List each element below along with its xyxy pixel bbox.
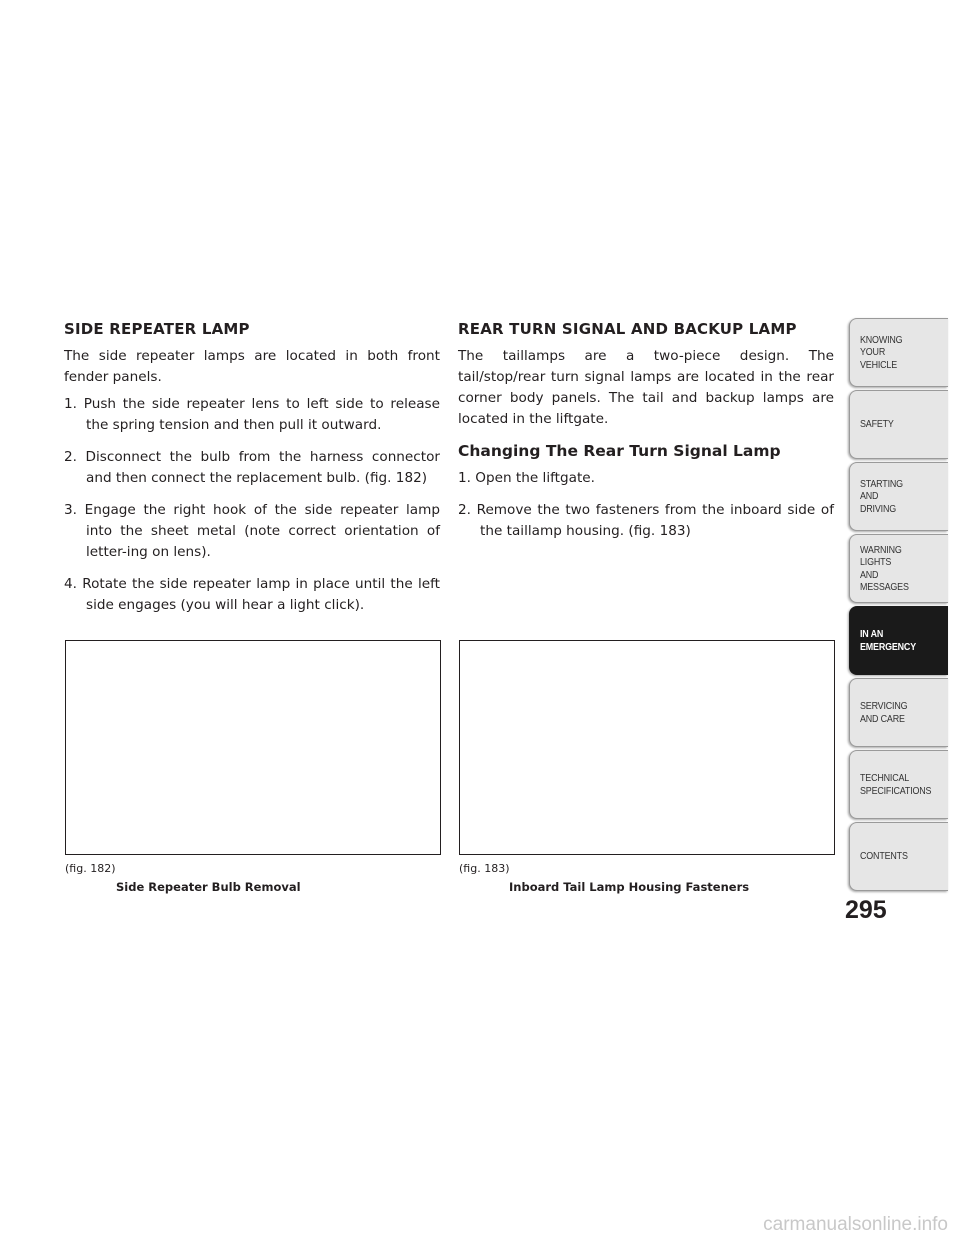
tab-knowing-your-vehicle[interactable] [849,318,948,387]
tab-label: SERVICING AND CARE [860,700,908,725]
chapter-tabs [849,318,948,894]
figure-label: (fig. 183) [459,862,510,875]
left-column [64,320,440,627]
page-number: 295 [845,896,887,924]
step-item: 1. Push the side repeater lens to left side to release the spring tension and then pull it outward. [64,396,440,433]
figure-caption: Inboard Tail Lamp Housing Fasteners [509,880,750,894]
subheading-changing-lamp: Changing The Rear Turn Signal Lamp [458,442,781,460]
tab-label: STARTING AND DRIVING [860,477,903,515]
figure-183-frame [459,640,835,855]
step-item: 2. Remove the two fasteners from the inboard side of the taillamp housing. (fig. 183) [458,502,834,539]
tab-label: IN AN EMERGENCY [860,628,917,653]
tab-servicing-and-care[interactable] [849,678,948,747]
tab-in-an-emergency[interactable] [849,606,948,675]
intro-paragraph: The side repeater lamps are located in both front fender panels. [64,348,440,385]
right-column [458,320,834,553]
tab-label: KNOWING YOUR VEHICLE [860,333,903,371]
tab-warning-lights-and-messages[interactable] [849,534,948,603]
section-heading-rear-turn-signal: REAR TURN SIGNAL AND BACKUP LAMP [458,320,797,338]
tab-label: WARNING LIGHTS AND MESSAGES [860,543,909,593]
figure-label: (fig. 182) [65,862,116,875]
tab-technical-specifications[interactable] [849,750,948,819]
tab-label: CONTENTS [860,850,908,863]
figure-caption: Side Repeater Bulb Removal [116,880,301,894]
step-item: 2. Disconnect the bulb from the harness connector and then connect the replacement bulb. (fig. 182) [64,449,440,486]
tab-safety[interactable] [849,390,948,459]
watermark: carmanualsonline.info [763,1214,948,1235]
tab-starting-and-driving[interactable] [849,462,948,531]
tab-contents[interactable] [849,822,948,891]
step-item: 4. Rotate the side repeater lamp in place until the left side engages (you will hear a light click). [64,576,440,613]
steps-list [458,468,834,542]
step-item: 3. Engage the right hook of the side repeater lamp into the sheet metal (note correct orientation of letter-ing on lens). [64,502,440,560]
steps-list [64,394,440,616]
tab-label: TECHNICAL SPECIFICATIONS [860,772,932,797]
intro-paragraph: The taillamps are a two-piece design. The tail/stop/rear turn signal lamps are located in the rear corner body panels. The tail and backup lamps are located in the liftgate. [458,348,834,427]
section-heading-side-repeater: SIDE REPEATER LAMP [64,320,250,338]
step-item: 1. Open the liftgate. [458,470,595,486]
figure-182-frame [65,640,441,855]
tab-label: SAFETY [860,418,894,431]
